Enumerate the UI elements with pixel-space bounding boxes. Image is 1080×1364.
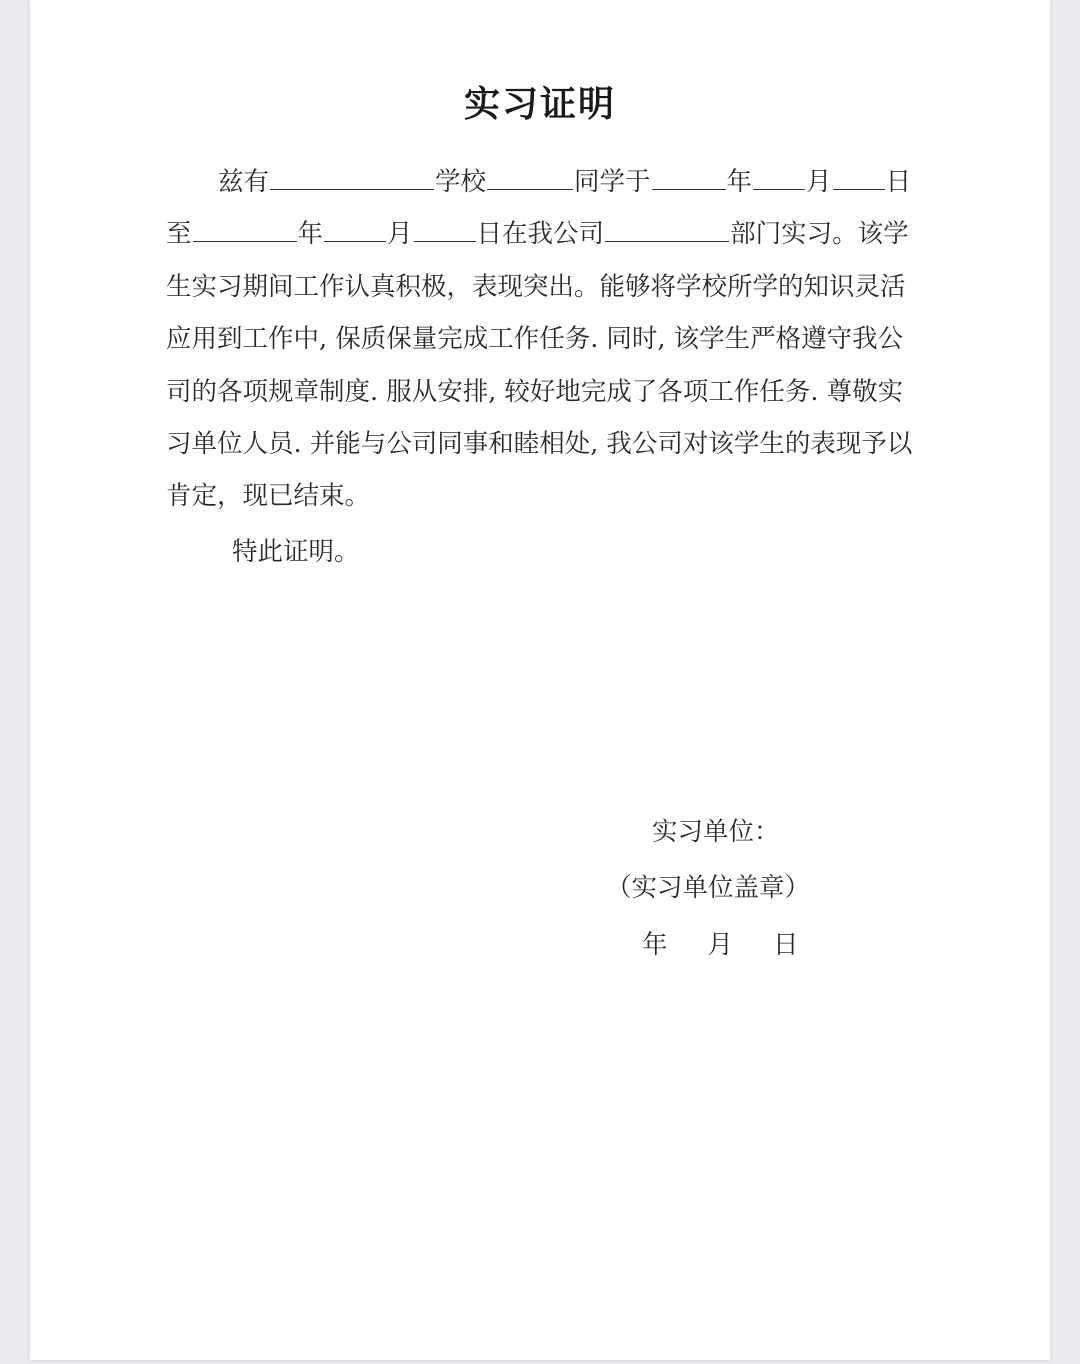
start-month-blank[interactable] (753, 163, 805, 190)
text-segment: 月 (806, 167, 832, 197)
text-segment: 部门实习。该学 (730, 219, 909, 250)
text-segment: 月 (387, 219, 413, 250)
text-segment: 学校 (435, 167, 487, 197)
certificate-body (166, 156, 926, 523)
text-segment: 年 (297, 219, 324, 250)
school-name-blank[interactable] (270, 163, 434, 190)
text-segment: 至 (166, 219, 192, 250)
unit-seal-label: （实习单位盖章） (606, 873, 811, 903)
body-line-7: 肯定，现已结束。 (166, 481, 371, 512)
text-segment: 日在我公司 (476, 219, 605, 250)
closing-statement: 特此证明。 (232, 537, 360, 567)
end-month-blank[interactable] (324, 215, 386, 242)
end-day-blank[interactable] (414, 215, 476, 242)
text-segment: 年 (726, 167, 753, 197)
start-day-blank[interactable] (833, 163, 885, 190)
student-name-blank[interactable] (487, 163, 573, 190)
signature-date (642, 925, 799, 961)
department-blank[interactable] (605, 215, 729, 242)
text-segment: 同学于 (574, 167, 651, 197)
text-segment: 日 (885, 167, 912, 197)
body-line-1 (166, 156, 926, 208)
internship-unit-label: 实习单位： (652, 817, 780, 847)
document-title: 实习证明 (463, 83, 616, 125)
date-year-label: 年 (642, 930, 668, 960)
body-line-6: 习单位人员. 并能与公司同事和睦相处, 我公司对该学生的表现予以 (166, 428, 913, 459)
date-month-label: 月 (707, 930, 734, 960)
body-line-3: 生实习期间工作认真积极，表现突出。能够将学校所学的知识灵活 (166, 271, 906, 302)
body-line-4: 应用到工作中, 保质保量完成工作任务. 同时, 该学生严格遵守我公 (166, 324, 904, 355)
start-year-blank[interactable] (652, 163, 726, 190)
text-segment: 兹有 (218, 167, 270, 197)
end-year-blank[interactable] (193, 215, 297, 242)
body-line-2 (166, 208, 926, 260)
body-line-5: 司的各项规章制度. 服从安排, 较好地完成了各项工作任务. 尊敬实 (166, 376, 904, 407)
date-day-label: 日 (773, 930, 799, 960)
